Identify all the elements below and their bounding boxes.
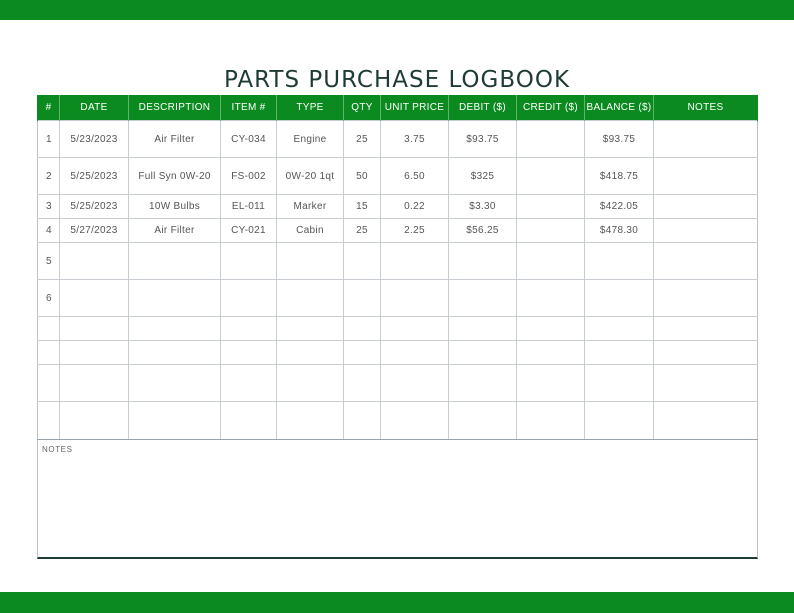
table-cell[interactable] [221,402,277,440]
table-cell[interactable]: 3.75 [381,121,449,158]
table-cell[interactable] [38,341,60,365]
table-cell[interactable] [60,341,129,365]
table-cell[interactable]: 3 [38,195,60,219]
table-cell[interactable] [221,280,277,317]
table-cell[interactable]: Marker [277,195,344,219]
table-cell[interactable] [221,341,277,365]
table-cell[interactable] [381,365,449,402]
table-cell[interactable] [585,402,654,440]
table-cell[interactable]: $56.25 [449,219,517,243]
table-cell[interactable]: 5/27/2023 [60,219,129,243]
table-cell[interactable] [517,219,585,243]
table-cell[interactable] [654,317,758,341]
table-cell[interactable]: CY-021 [221,219,277,243]
table-cell[interactable] [344,402,381,440]
table-cell[interactable]: 6 [38,280,60,317]
notes-section[interactable] [37,440,758,559]
table-cell[interactable]: FS-002 [221,158,277,195]
table-cell[interactable]: 5/23/2023 [60,121,129,158]
column-header: TYPE [277,95,344,121]
table-cell[interactable]: 6.50 [381,158,449,195]
table-row [38,365,758,402]
table-row [38,121,758,158]
table-cell[interactable]: EL-011 [221,195,277,219]
table-cell[interactable] [38,365,60,402]
table-cell[interactable] [449,280,517,317]
table-cell[interactable] [344,317,381,341]
table-cell[interactable]: Air Filter [129,121,221,158]
table-cell[interactable]: $325 [449,158,517,195]
table-cell[interactable] [277,402,344,440]
table-cell[interactable] [344,341,381,365]
table-cell[interactable] [517,317,585,341]
table-cell[interactable] [129,341,221,365]
table-cell[interactable] [517,365,585,402]
table-cell[interactable] [60,243,129,280]
table-cell[interactable] [517,243,585,280]
table-row [38,402,758,440]
table-row [38,317,758,341]
table-cell[interactable] [449,243,517,280]
table-cell[interactable]: $422.05 [585,195,654,219]
table-cell[interactable] [585,317,654,341]
table-cell[interactable] [449,365,517,402]
table-cell[interactable] [449,317,517,341]
table-cell[interactable]: 10W Bulbs [129,195,221,219]
table-cell[interactable] [449,402,517,440]
table-cell[interactable] [654,243,758,280]
table-cell[interactable]: 15 [344,195,381,219]
table-cell[interactable] [381,280,449,317]
top-accent-band [0,0,794,20]
table-cell[interactable]: 2 [38,158,60,195]
table-cell[interactable] [277,317,344,341]
table-cell[interactable] [517,121,585,158]
table-cell[interactable] [344,280,381,317]
table-cell[interactable]: $93.75 [585,121,654,158]
table-cell[interactable] [129,243,221,280]
table-cell[interactable]: Air Filter [129,219,221,243]
table-cell[interactable] [517,341,585,365]
table-cell[interactable] [277,243,344,280]
table-cell[interactable] [60,317,129,341]
column-header: CREDIT ($) [517,95,585,121]
table-cell[interactable] [654,195,758,219]
table-row [38,341,758,365]
table-cell[interactable] [344,365,381,402]
table-cell[interactable] [654,341,758,365]
table-cell[interactable]: CY-034 [221,121,277,158]
table-cell[interactable]: $478.30 [585,219,654,243]
table-cell[interactable] [129,365,221,402]
table-cell[interactable]: 50 [344,158,381,195]
page-title: PARTS PURCHASE LOGBOOK [223,67,571,94]
column-header: NOTES [654,95,758,121]
column-header: ITEM # [221,95,277,121]
header-row [38,95,758,121]
table-cell[interactable] [654,280,758,317]
table-cell[interactable]: 2.25 [381,219,449,243]
table-row [38,219,758,243]
table-cell[interactable]: 1 [38,121,60,158]
table-cell[interactable] [517,158,585,195]
column-header: UNIT PRICE [381,95,449,121]
table-cell[interactable] [221,243,277,280]
table-cell[interactable]: Full Syn 0W-20 [129,158,221,195]
table-cell[interactable]: Cabin [277,219,344,243]
table-cell[interactable] [129,280,221,317]
table-cell[interactable] [654,402,758,440]
bottom-accent-band [0,592,794,613]
table-cell[interactable] [449,341,517,365]
table-cell[interactable] [60,280,129,317]
table-cell[interactable] [381,402,449,440]
table-cell[interactable] [381,317,449,341]
table-cell[interactable] [129,317,221,341]
table-cell[interactable] [221,365,277,402]
table-cell[interactable] [277,341,344,365]
column-header: # [38,95,60,121]
table-cell[interactable]: 4 [38,219,60,243]
table-cell[interactable] [277,365,344,402]
table-cell[interactable] [517,402,585,440]
table-cell[interactable] [585,365,654,402]
notes-label: NOTES [42,445,73,454]
table-cell[interactable] [381,243,449,280]
table-cell[interactable] [517,195,585,219]
table-row [38,158,758,195]
column-header: QTY [344,95,381,121]
table-cell[interactable]: $418.75 [585,158,654,195]
table-cell[interactable] [344,243,381,280]
table-cell[interactable] [38,402,60,440]
log-table [37,95,758,440]
table-cell[interactable]: 5/25/2023 [60,158,129,195]
column-header: DATE [60,95,129,121]
log-body [38,121,758,440]
table-cell[interactable]: 0.22 [381,195,449,219]
table-cell[interactable] [585,341,654,365]
table-cell[interactable]: 25 [344,121,381,158]
table-cell[interactable]: $3.30 [449,195,517,219]
table-cell[interactable]: 0W-20 1qt [277,158,344,195]
table-cell[interactable] [221,317,277,341]
column-header: DEBIT ($) [449,95,517,121]
table-cell[interactable] [654,365,758,402]
table-row [38,280,758,317]
table-cell[interactable] [60,365,129,402]
column-header: BALANCE ($) [585,95,654,121]
table-cell[interactable]: Engine [277,121,344,158]
table-cell[interactable] [585,243,654,280]
table-cell[interactable] [517,280,585,317]
table-cell[interactable]: 25 [344,219,381,243]
table-row [38,195,758,219]
table-row [38,243,758,280]
table-cell[interactable]: $93.75 [449,121,517,158]
table-cell[interactable] [60,402,129,440]
table-cell[interactable] [277,280,344,317]
table-cell[interactable]: 5/25/2023 [60,195,129,219]
table-cell[interactable] [654,219,758,243]
table-cell[interactable]: 5 [38,243,60,280]
table-cell[interactable] [585,280,654,317]
table-cell[interactable] [38,317,60,341]
table-cell[interactable] [381,341,449,365]
table-cell[interactable] [654,121,758,158]
column-header: DESCRIPTION [129,95,221,121]
table-cell[interactable] [654,158,758,195]
table-cell[interactable] [129,402,221,440]
